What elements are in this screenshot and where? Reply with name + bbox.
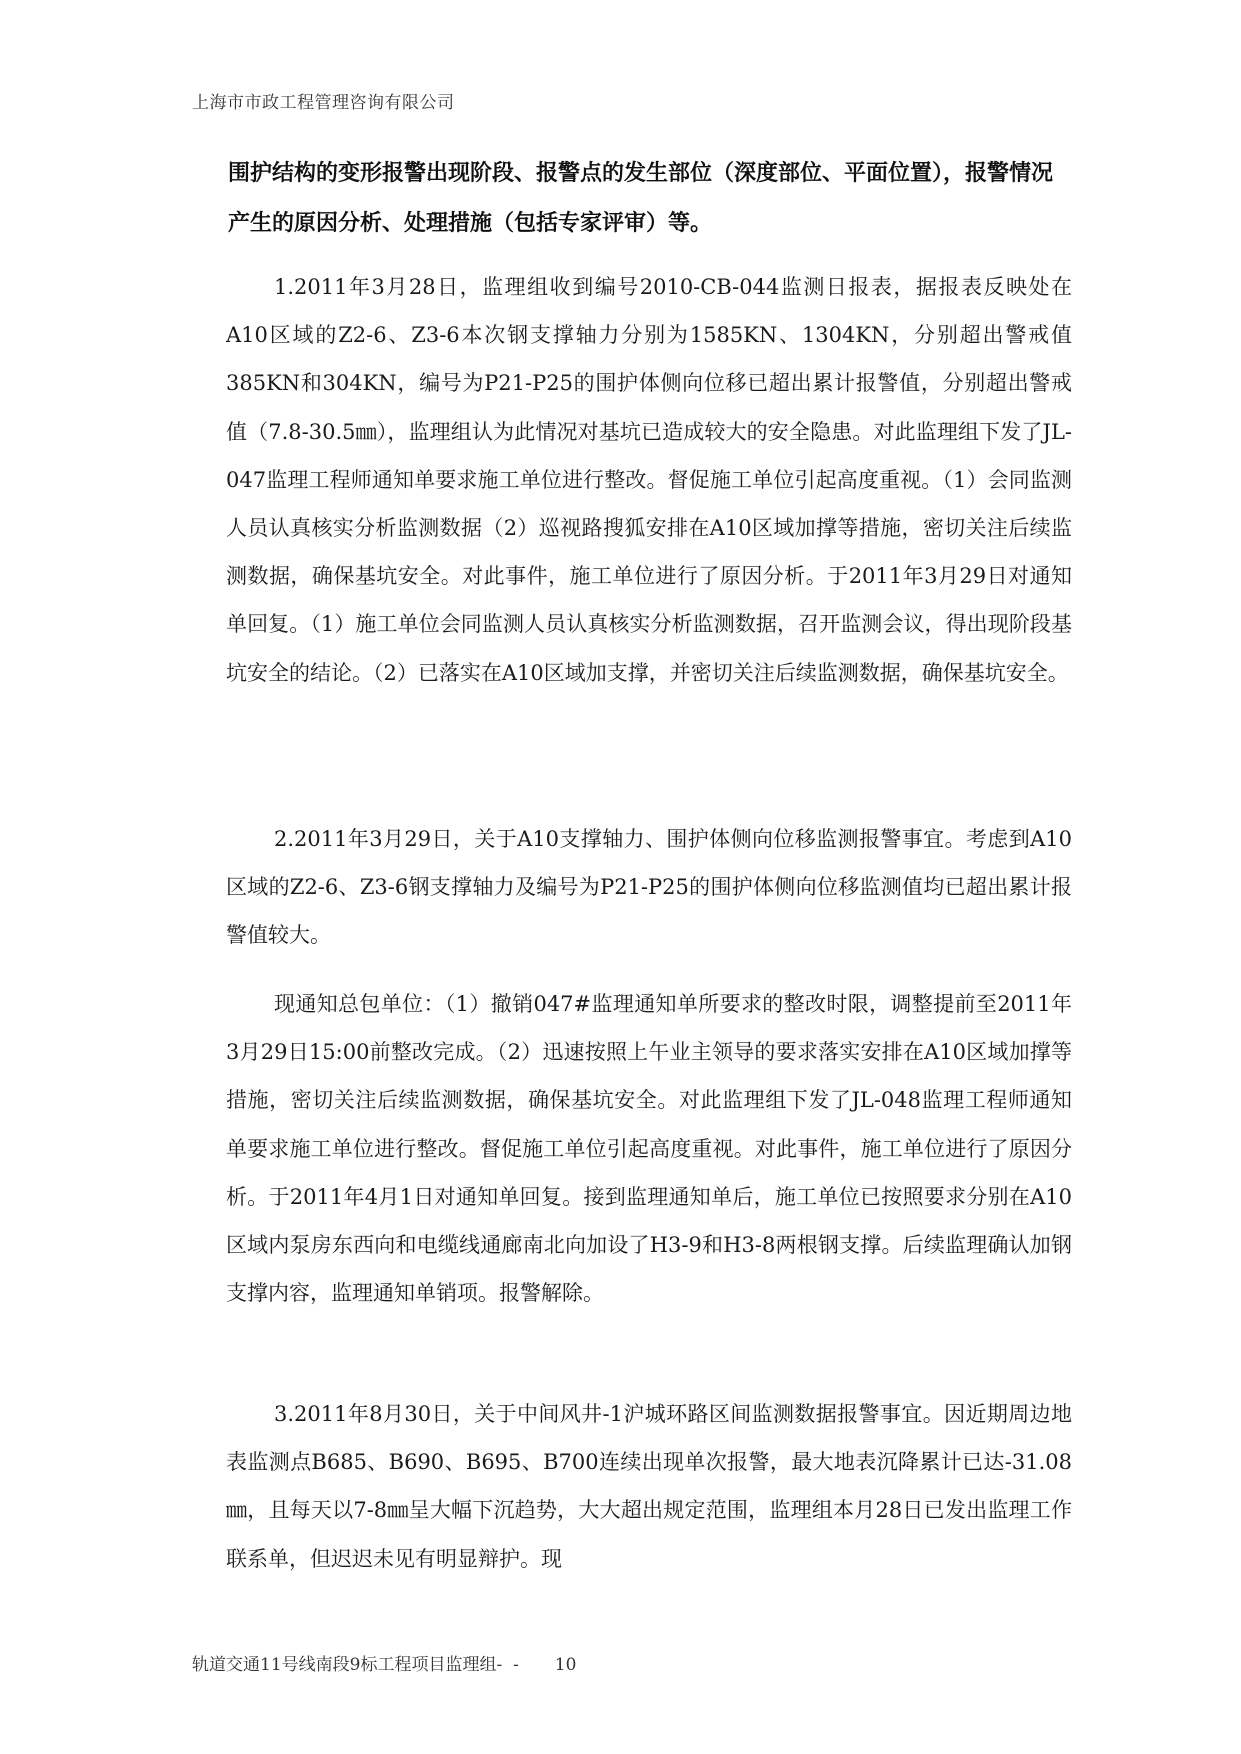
footer-project-text: 轨道交通11号线南段9标工程项目监理组- - [192,1655,519,1675]
page-number: 10 [554,1655,577,1675]
page-header-company: 上海市市政工程管理咨询有限公司 [192,93,455,113]
section-title: 围护结构的变形报警出现阶段、报警点的发生部位（深度部位、平面位置），报警情况产生的原因分析、处理措施（包括专家评审）等。 [228,160,1054,236]
paragraph-1: 1.2011年3月28日，监理组收到编号2010-CB-044监测日报表，据报表反映处在A10区域的Z2-6、Z3-6本次钢支撑轴力分别为1585KN、1304KN，分别超出警戒值385KN和304KN，编号为P21-P25的围护体侧向位移已超出累计报警值，分别超出警戒值（7.8-30.5㎜），监理组认为此情况对基坑已造成较大的安全隐患。对此监理组下发了JL-047监理工程师通知单要求施工单位进行整改。督促施工单位引起高度重视。（1）会同监测人员认真核实分析监测数据（2）巡视路搜狐安排在A10区域加撑等措施，密切关注后续监测数据，确保基坑安全。对此事件，施工单位进行了原因分析。于2011年3月29日对通知单回复。（1）施工单位会同监测人员认真核实分析监测数据，召开监测会议，得出现阶段基坑安全的结论。（2）已落实在A10区域加支撑，并密切关注后续监测数据，确保基坑安全。 [226,275,1072,685]
page-footer [192,1650,576,1675]
paragraph-3: 现通知总包单位：（1）撤销047#监理通知单所要求的整改时限，调整提前至2011年3月29日15:00前整改完成。（2）迅速按照上午业主领导的要求落实安排在A10区域加撑等措施，密切关注后续监测数据，确保基坑安全。对此监理组下发了JL-048监理工程师通知单要求施工单位进行整改。督促施工单位引起高度重视。对此事件，施工单位进行了原因分析。于2011年4月1日对通知单回复。接到监理通知单后，施工单位已按照要求分别在A10区域内泵房东西向和电缆线通廊南北向加设了H3-9和H3-8两根钢支撑。后续监理确认加钢支撑内容，监理通知单销项。报警解除。 [226,992,1072,1306]
paragraph-2: 2.2011年3月29日，关于A10支撑轴力、围护体侧向位移监测报警事宜。考虑到A10区域的Z2-6、Z3-6钢支撑轴力及编号为P21-P25的围护体侧向位移监测值均已超出累计报警值较大。 [226,827,1072,948]
paragraph-4: 3.2011年8月30日，关于中间风井-1沪城环路区间监测数据报警事宜。因近期周边地表监测点B685、B690、B695、B700连续出现单次报警，最大地表沉降累计已达-31.08㎜，且每天以7-8㎜呈大幅下沉趋势，大大超出规定范围，监理组本月28日已发出监理工作联系单，但迟迟未见有明显辩护。现 [226,1402,1072,1571]
